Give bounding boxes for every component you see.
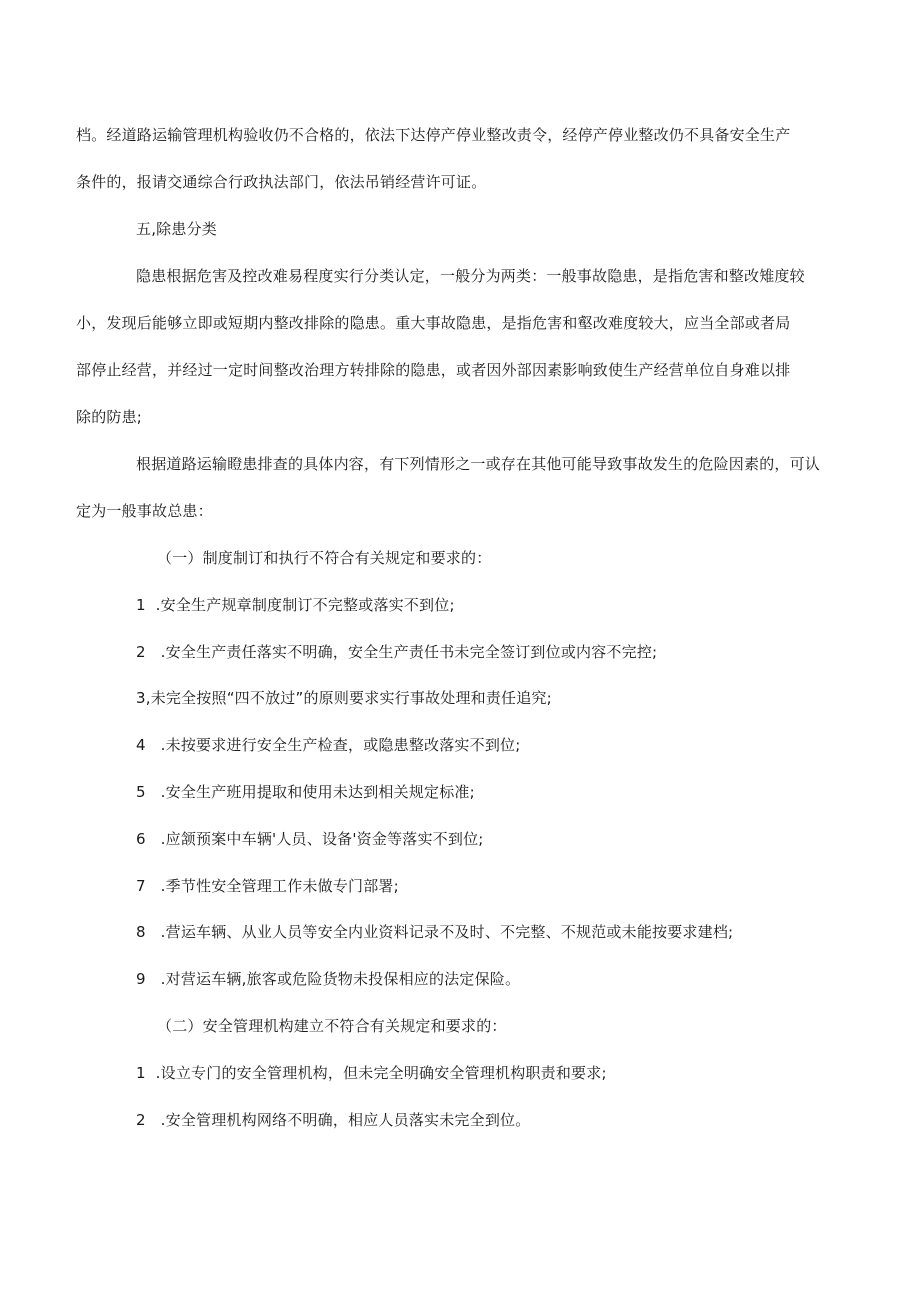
list-item: 4 .未按要求进行安全生产检查，或隐患整改落实不到位; [136, 736, 521, 754]
paragraph-line: 条件的，报请交通综合行政执法部门，依法吊销经营许可证。 [76, 173, 487, 191]
list-item: 1 .设立专门的安全管理机构，但未完全明确安全管理机构职责和要求; [136, 1064, 607, 1082]
list-item: 8 .营运车辆、从业人员等安全内业资料记录不及时、不完整、不规范或未能按要求建档; [136, 923, 734, 941]
list-item: 5 .安全生产班用提取和使用未达到相关规定标准; [136, 783, 475, 801]
list-item: 9 .对营运车辆,旅客或危险货物未投保相应的法定保险。 [136, 970, 521, 988]
paragraph-line: 隐患根据危害及控改难易程度实行分类认定，一般分为两类：一般事故隐患，是指危害和整改雉度较 [136, 267, 805, 285]
section-heading: 五,除患分类 [136, 220, 217, 238]
paragraph-line: 部停止经营，并经过一定时间整改治理方转排除的隐患，或者因外部因素影响致使生产经营单位自身难以排 [76, 361, 791, 379]
list-item: 7 .季节性安全管理工作未做专门部署; [136, 877, 399, 895]
subsection-heading: （一）制度制订和执行不符合有关规定和要求的： [157, 549, 492, 567]
paragraph-line: 定为一般事故总患： [76, 502, 213, 520]
list-item: 3,未完全按照“四不放过”的原则要求实行事故处理和责任追究; [136, 689, 552, 707]
list-item: 6 .应颔预案中车辆'人员、设备'资金等落实不到位; [136, 830, 484, 848]
paragraph-line: 除的防患; [76, 408, 143, 426]
paragraph-line: 档。经道路运输管理机构验收仍不合格的，依法下达停产停业整改责令，经停产停业整改仍不具备安全生产 [76, 126, 791, 144]
paragraph-line: 小，发现后能够立即或短期内整改排除的隐患。重大事故隐患，是指危害和壑改难度较大，应当全部或者局 [76, 314, 791, 332]
list-item: 2 .安全管理机构网络不明确，相应人员落实未完全到位。 [136, 1111, 531, 1129]
subsection-heading: （二）安全管理机构建立不符合有关规定和要求的： [157, 1017, 507, 1035]
paragraph-line: 根据道路运输瞪患排查的具体内容，有下列情形之一或存在其他可能导致事故发生的危险因素的，可认 [136, 455, 821, 473]
list-item: 2 .安全生产责任落实不明确，安全生产责任书未完全签订到位或内容不完控; [136, 643, 658, 661]
list-item: 1 .安全生产规章制度制订不完整或落实不到位; [136, 596, 455, 614]
